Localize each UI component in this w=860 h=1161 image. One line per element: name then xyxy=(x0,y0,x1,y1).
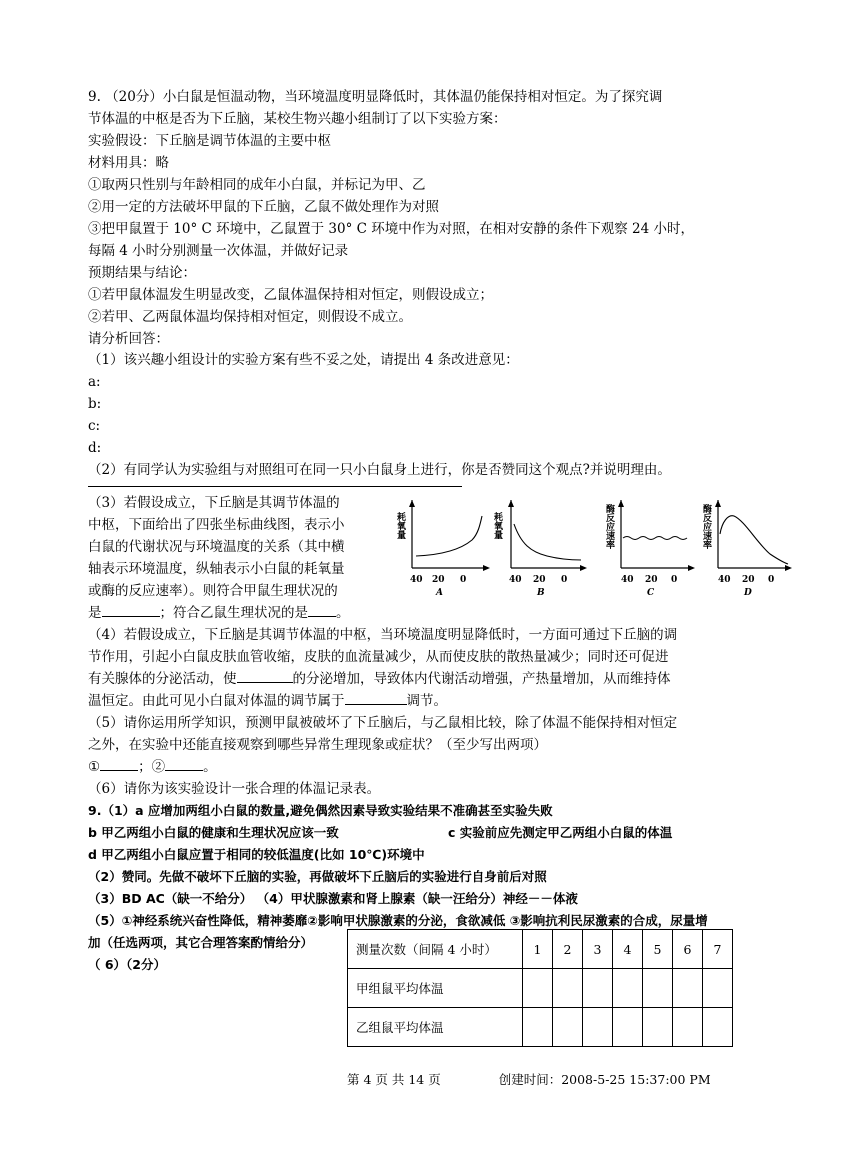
q9-part-3-l3: 白鼠的代谢状况与环境温度的关系（其中横 xyxy=(88,539,345,555)
blank-symptom-1 xyxy=(100,756,138,771)
tick: 0 xyxy=(768,575,775,585)
answer-line-8: （ 6）（2分） xyxy=(88,957,166,972)
table-cell xyxy=(583,1008,613,1047)
q9-step-3-cont: 每隔 4 小时分别测量一次体温，并做好记录 xyxy=(88,243,349,259)
option-c: c: xyxy=(88,418,101,434)
row-label-jia: 甲组鼠平均体温 xyxy=(348,969,523,1008)
table-cell xyxy=(673,1008,703,1047)
graph-a-ylabel: 耗氧量 xyxy=(395,512,405,539)
blank-hormone xyxy=(237,668,293,683)
q9-part-3-l2: 中枢，下面给出了四张坐标曲线图，表示小 xyxy=(88,517,345,533)
q9-part-4-l2: 节作用，引起小白鼠皮肤血管收缩，皮肤的血流量减少，从而使皮肤的散热量减少；同时还可促进 xyxy=(88,649,669,665)
table-col-6: 6 xyxy=(673,930,703,969)
tick: 20 xyxy=(533,575,546,585)
option-b: b: xyxy=(88,396,102,412)
table-cell xyxy=(613,969,643,1008)
q9-part-1: （1）该兴趣小组设计的实验方案有些不妥之处，请提出 4 条改进意见： xyxy=(88,352,519,368)
table-cell xyxy=(523,969,553,1008)
table-col-5: 5 xyxy=(643,930,673,969)
graph-letter: B xyxy=(537,588,545,598)
graph-b xyxy=(492,500,587,600)
q9-line-2: 节体温的中枢是否为下丘脑，某校生物兴趣小组制订了以下实验方案： xyxy=(88,111,507,127)
q9-hypothesis: 实验假设：下丘脑是调节体温的主要中枢 xyxy=(88,133,331,149)
text: 是 xyxy=(88,605,102,621)
table-cell xyxy=(673,969,703,1008)
table-cell xyxy=(643,1008,673,1047)
table-col-4: 4 xyxy=(613,930,643,969)
answer-line-1: 9.（1）a 应增加两组小白鼠的数量,避免偶然因素导致实验结果不准确甚至实验失败 xyxy=(88,803,553,818)
q9-part-5-l3 xyxy=(88,756,217,778)
tick: 40 xyxy=(718,575,731,585)
graph-c-ylabel: 酶反应速率 xyxy=(604,504,614,549)
text: 调节。 xyxy=(406,693,447,709)
blank-regulation xyxy=(345,690,407,705)
q9-part-4-l4 xyxy=(88,690,447,712)
table-row xyxy=(348,1008,733,1047)
q9-analyze: 请分析回答： xyxy=(88,331,169,347)
q9-part-3-l4: 轴表示环境温度，纵轴表示小白鼠的耗氧量 xyxy=(88,561,345,577)
answer-line-5: （3）BD AC（缺一不给分） （4）甲状腺激素和肾上腺素（缺一汪给分）神经－－体液 xyxy=(88,891,578,906)
tick: 0 xyxy=(671,575,678,585)
tick: 40 xyxy=(621,575,634,585)
page-footer xyxy=(347,1070,711,1088)
created-time: 创建时间：2008-5-25 15:37:00 PM xyxy=(498,1072,711,1087)
table-cell xyxy=(553,1008,583,1047)
table-row xyxy=(348,969,733,1008)
answer-line-6: （5）①神经系统兴奋性降低，精神萎靡②影响甲状腺激素的分泌，食欲减低 ③影响抗利民尿激素的合成，尿量增 xyxy=(88,913,708,928)
table-col-1: 1 xyxy=(523,930,553,969)
row-label-yi: 乙组鼠平均体温 xyxy=(348,1008,523,1047)
answer-line-2b: b 甲乙两组小白鼠的健康和生理状况应该一致 xyxy=(88,825,339,840)
tick: 20 xyxy=(432,575,445,585)
answer-line-2c: c 实验前应先测定甲乙两组小白鼠的体温 xyxy=(448,825,673,840)
q9-expected-title: 预期结果与结论： xyxy=(88,265,196,281)
q9-part-2: （2）有同学认为实验组与对照组可在同一只小白鼠身上进行，你是否赞同这个观点?并说明理由。 xyxy=(88,462,671,478)
table-col-2: 2 xyxy=(553,930,583,969)
table-cell xyxy=(643,969,673,1008)
blank-symptom-2 xyxy=(165,756,203,771)
text: 。 xyxy=(203,759,217,775)
text: 有关腺体的分泌活动，使 xyxy=(88,671,237,687)
graph-d xyxy=(702,500,792,600)
answer-rule xyxy=(88,486,462,487)
answer-line-4: （2）赞同。先做不破坏下丘脑的实验，再做破坏下丘脑后的实验进行自身前后对照 xyxy=(88,869,547,884)
text: 温恒定。由此可见小白鼠对体温的调节属于 xyxy=(88,693,345,709)
table-cell xyxy=(703,1008,733,1047)
text: ；符合乙鼠生理状况的是 xyxy=(159,605,308,621)
q9-step-2: ②用一定的方法破坏甲鼠的下丘脑，乙鼠不做处理作为对照 xyxy=(88,199,439,215)
q9-step-1: ①取两只性别与年龄相同的成年小白鼠，并标记为甲、乙 xyxy=(88,177,426,193)
q9-step-3: ③把甲鼠置于 10° C 环境中，乙鼠置于 30° C 环境中作为对照，在相对安静的条件下观察 24 小时， xyxy=(88,221,695,237)
text: ① xyxy=(88,759,101,775)
tick: 40 xyxy=(410,575,423,585)
graph-b-ylabel: 耗氧量 xyxy=(492,512,502,539)
graph-c xyxy=(605,500,695,600)
q9-part-3-l6 xyxy=(88,602,350,624)
graph-letter: A xyxy=(436,588,443,598)
q9-part-5-l2: 之外，在实验中还能直接观察到哪些异常生理现象或症状？（至少写出两项） xyxy=(88,737,547,753)
text: 的分泌增加，导致体内代谢活动增强，产热量增加，从而维持体 xyxy=(292,671,671,687)
q9-materials: 材料用具：略 xyxy=(88,155,169,171)
tick: 0 xyxy=(460,575,467,585)
option-d: d: xyxy=(88,440,102,456)
tick: 0 xyxy=(561,575,568,585)
tick: 20 xyxy=(742,575,755,585)
q9-line-1: 9. （20分）小白鼠是恒温动物，当环境温度明显降低时，其体温仍能保持相对恒定。为了探究调 xyxy=(88,89,663,105)
table-row xyxy=(348,930,733,969)
q9-expected-1: ①若甲鼠体温发生明显改变，乙鼠体温保持相对恒定，则假设成立； xyxy=(88,287,493,303)
q9-part-6: （6）请你为该实验设计一张合理的体温记录表。 xyxy=(88,781,381,797)
graph-d-ylabel: 酶反应速率 xyxy=(701,504,711,549)
answer-line-7: 加（任选两项，其它合理答案酌情给分） xyxy=(88,935,314,950)
tick: 20 xyxy=(645,575,658,585)
q9-part-4-l3 xyxy=(88,668,671,690)
graph-letter: C xyxy=(647,588,655,598)
q9-part-3-l5: 或酶的反应速率）。则符合甲鼠生理状况的 xyxy=(88,583,338,599)
tick: 40 xyxy=(509,575,522,585)
table-col-7: 7 xyxy=(703,930,733,969)
table-cell xyxy=(583,969,613,1008)
table-cell xyxy=(523,1008,553,1047)
table-header: 测量次数（间隔 4 小时） xyxy=(348,930,523,969)
blank-a xyxy=(102,602,160,617)
answer-line-3: d 甲乙两组小白鼠应置于相同的较低温度(比如 10℃)环境中 xyxy=(88,847,425,862)
table-cell xyxy=(703,969,733,1008)
blank-b xyxy=(308,602,336,617)
table-cell xyxy=(613,1008,643,1047)
q9-part-4-l1: （4）若假设成立，下丘脑是其调节体温的中枢，当环境温度明显降低时，一方面可通过下丘脑的调 xyxy=(88,627,678,643)
graph-a xyxy=(395,500,490,600)
text: 。 xyxy=(336,605,350,621)
table-col-3: 3 xyxy=(583,930,613,969)
temperature-record-table xyxy=(347,929,733,1047)
q9-part-3-l1: （3）若假设成立，下丘脑是其调节体温的 xyxy=(88,495,340,511)
q9-expected-2: ②若甲、乙两鼠体温均保持相对恒定，则假设不成立。 xyxy=(88,309,412,325)
graph-letter: D xyxy=(744,588,752,598)
text: ；② xyxy=(138,759,166,775)
option-a: a: xyxy=(88,374,101,390)
table-cell xyxy=(553,969,583,1008)
q9-part-5-l1: （5）请你运用所学知识，预测甲鼠被破坏了下丘脑后，与乙鼠相比较，除了体温不能保持相对恒定 xyxy=(88,715,678,731)
page-number: 第 4 页 共 14 页 xyxy=(347,1072,441,1087)
